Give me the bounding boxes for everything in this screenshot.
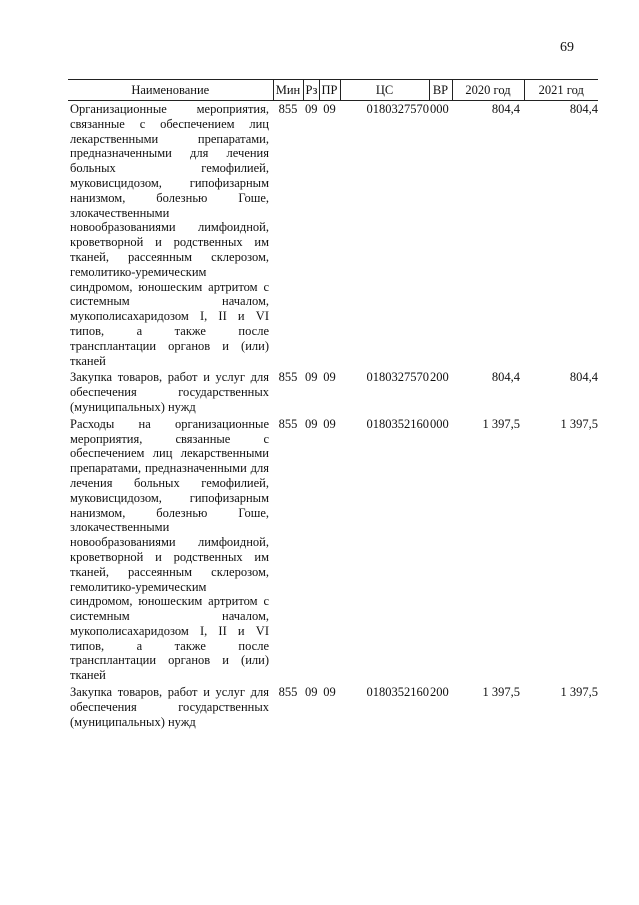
table-row [68, 416, 598, 684]
row-2021: 804,4 [569, 102, 598, 116]
row-name: Расходы на организационные мероприятия, связанные с обеспечением лиц лекарственными препаратами, предназначенными для лечения больных гемофилией, муковисцидозом, гипофизарным нанизмом, болезнью Гоше, злокачественными новообразованиями лимфоидной, кроветворной и родственных им тканей, рассеянным склерозом, гемолитико-уремическим синдромом, юношеским артритом с системным началом, мукополисахаридозом I, II и VI типов, а также после трансплантации органов и (или) тканей [70, 416, 269, 683]
row-rz: 09 [305, 102, 318, 116]
row-pr: 09 [323, 370, 336, 385]
row-2021: 1 397,5 [560, 416, 598, 431]
row-pr: 09 [323, 416, 336, 431]
row-2020: 804,4 [491, 370, 520, 385]
row-cs: 0180352160 [366, 416, 429, 431]
header-rz: Рз [303, 80, 319, 101]
row-cs: 0180352160 [366, 685, 429, 700]
row-2020: 804,4 [491, 102, 520, 116]
row-rz: 09 [305, 685, 318, 700]
row-min: 855 [278, 370, 298, 385]
table-row [68, 684, 598, 730]
row-name: Закупка товаров, работ и услуг для обеспечения государственных (муниципальных) нужд [70, 370, 269, 414]
row-pr: 09 [323, 102, 336, 116]
budget-table [68, 79, 598, 730]
header-vr: ВР [429, 80, 452, 101]
row-min: 855 [278, 102, 298, 116]
row-2021: 1 397,5 [560, 685, 598, 700]
header-name: Наименование [68, 80, 273, 101]
header-min: Мин [273, 80, 303, 101]
table-row [68, 101, 598, 370]
row-2020: 1 397,5 [482, 416, 520, 431]
row-vr: 000 [430, 102, 449, 116]
header-2021: 2021 год [524, 80, 598, 101]
page-number: 69 [560, 40, 574, 55]
header-pr: ПР [319, 80, 340, 101]
row-cs: 0180327570 [366, 102, 429, 116]
row-pr: 09 [323, 685, 336, 700]
row-rz: 09 [305, 370, 318, 385]
row-cs: 0180327570 [366, 370, 429, 385]
row-min: 855 [278, 416, 298, 431]
row-name: Организационные мероприятия, связанные с обеспечением лиц лекарственными препаратами, предназначенными для лечения больных гемофилией, муковисцидозом, гипофизарным нанизмом, болезнью Гоше, злокачественными новообразованиями лимфоидной, кроветворной и родственных им тканей, рассеянным склерозом, гемолитико-уремическим синдромом, юношеским артритом с системным началом, мукополисахаридозом I, II и VI типов, а также после трансплантации органов и (или) тканей [70, 102, 269, 368]
row-2021: 804,4 [569, 370, 598, 385]
row-rz: 09 [305, 416, 318, 431]
row-name: Закупка товаров, работ и услуг для обеспечения государственных (муниципальных) нужд [70, 685, 269, 729]
table-row [68, 369, 598, 415]
row-vr: 000 [430, 416, 449, 431]
row-vr: 200 [430, 685, 449, 700]
row-2020: 1 397,5 [482, 685, 520, 700]
row-min: 855 [278, 685, 298, 700]
header-2020: 2020 год [452, 80, 524, 101]
table-header-row [68, 80, 598, 101]
header-cs: ЦС [340, 80, 429, 101]
row-vr: 200 [430, 370, 449, 385]
